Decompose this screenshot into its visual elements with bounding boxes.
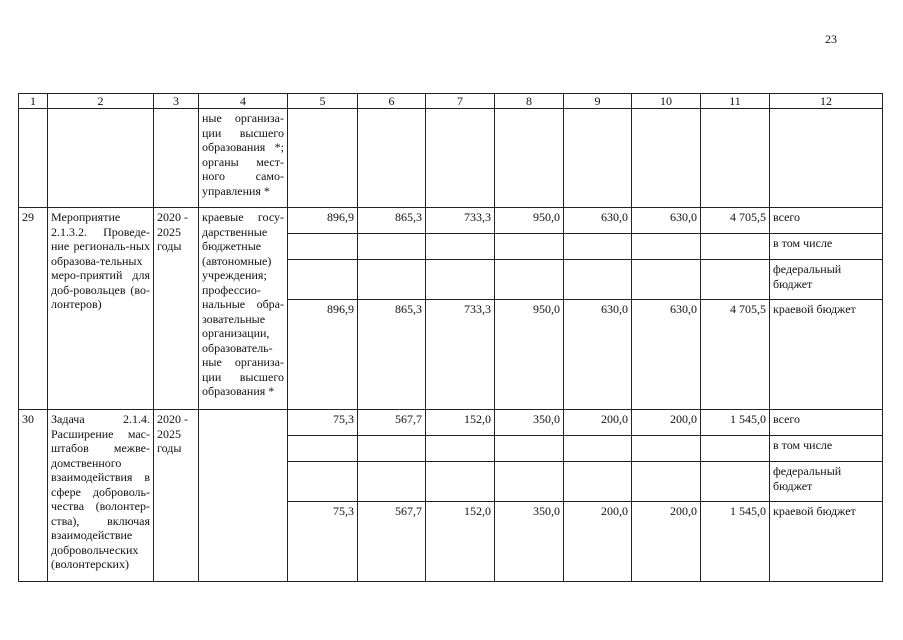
program-table bbox=[18, 93, 883, 582]
period-cell: 2020 - 2025 годы bbox=[154, 410, 199, 582]
value-cell: 865,3 bbox=[358, 208, 426, 234]
table-row bbox=[19, 410, 883, 436]
value-cell: 152,0 bbox=[426, 502, 495, 582]
value-cell: 950,0 bbox=[495, 208, 564, 234]
row-number: 29 bbox=[19, 208, 48, 410]
column-header: 11 bbox=[701, 94, 770, 109]
funding-source: краевой бюджет bbox=[770, 300, 883, 410]
value-cell: 200,0 bbox=[632, 502, 701, 582]
funding-source: краевой бюджет bbox=[770, 502, 883, 582]
value-cell: 630,0 bbox=[564, 208, 632, 234]
value-cell: 567,7 bbox=[358, 410, 426, 436]
value-cell: 865,3 bbox=[358, 300, 426, 410]
column-header: 6 bbox=[358, 94, 426, 109]
funding-source: всего bbox=[770, 208, 883, 234]
value-cell: 733,3 bbox=[426, 300, 495, 410]
measure-name: Мероприятие 2.1.3.2. Проведе-ние региональ-ных образова-тельных меро-приятий для доб-ровольцев (во-лонтеров) bbox=[48, 208, 154, 410]
row-number: 30 bbox=[19, 410, 48, 582]
column-header: 8 bbox=[495, 94, 564, 109]
column-header: 1 bbox=[19, 94, 48, 109]
total-cell: 4 705,5 bbox=[701, 208, 770, 234]
executor-cell: ные организа-ции высшего образования *; органы мест-ного само-управления * bbox=[199, 109, 288, 208]
value-cell: 350,0 bbox=[495, 502, 564, 582]
column-header: 9 bbox=[564, 94, 632, 109]
value-cell: 630,0 bbox=[632, 300, 701, 410]
column-header: 3 bbox=[154, 94, 199, 109]
value-cell: 896,9 bbox=[288, 300, 358, 410]
value-cell: 75,3 bbox=[288, 502, 358, 582]
total-cell: 4 705,5 bbox=[701, 300, 770, 410]
value-cell: 950,0 bbox=[495, 300, 564, 410]
column-header: 7 bbox=[426, 94, 495, 109]
continuation-row bbox=[19, 109, 883, 208]
total-cell: 1 545,0 bbox=[701, 410, 770, 436]
funding-source: в том числе bbox=[770, 234, 883, 260]
column-header: 10 bbox=[632, 94, 701, 109]
column-header: 4 bbox=[199, 94, 288, 109]
value-cell: 152,0 bbox=[426, 410, 495, 436]
value-cell: 630,0 bbox=[564, 300, 632, 410]
executor-cell: краевые госу-дарственные бюджетные (автономные) учреждения; профессио-нальные обра-зовательные организации, образователь-ные организа-ции высшего образования * bbox=[199, 208, 288, 410]
table-row bbox=[19, 208, 883, 234]
value-cell: 75,3 bbox=[288, 410, 358, 436]
value-cell: 200,0 bbox=[632, 410, 701, 436]
funding-source: в том числе bbox=[770, 436, 883, 462]
value-cell: 350,0 bbox=[495, 410, 564, 436]
column-header: 5 bbox=[288, 94, 358, 109]
value-cell: 630,0 bbox=[632, 208, 701, 234]
measure-name: Задача 2.1.4. Расширение мас-штабов межве-домственного взаимодействия в сфере доброволь-чества (волонтер-ства), включая взаимодействие добровольческих (волонтерских) bbox=[48, 410, 154, 582]
funding-source: федеральный бюджет bbox=[770, 260, 883, 300]
funding-source: всего bbox=[770, 410, 883, 436]
column-header: 12 bbox=[770, 94, 883, 109]
period-cell: 2020 - 2025 годы bbox=[154, 208, 199, 410]
value-cell: 567,7 bbox=[358, 502, 426, 582]
value-cell: 200,0 bbox=[564, 502, 632, 582]
value-cell: 733,3 bbox=[426, 208, 495, 234]
page-number: 23 bbox=[825, 32, 837, 46]
column-header: 2 bbox=[48, 94, 154, 109]
value-cell: 896,9 bbox=[288, 208, 358, 234]
total-cell: 1 545,0 bbox=[701, 502, 770, 582]
value-cell: 200,0 bbox=[564, 410, 632, 436]
column-number-row bbox=[19, 94, 883, 109]
executor-cell bbox=[199, 410, 288, 582]
funding-source: федеральный бюджет bbox=[770, 462, 883, 502]
